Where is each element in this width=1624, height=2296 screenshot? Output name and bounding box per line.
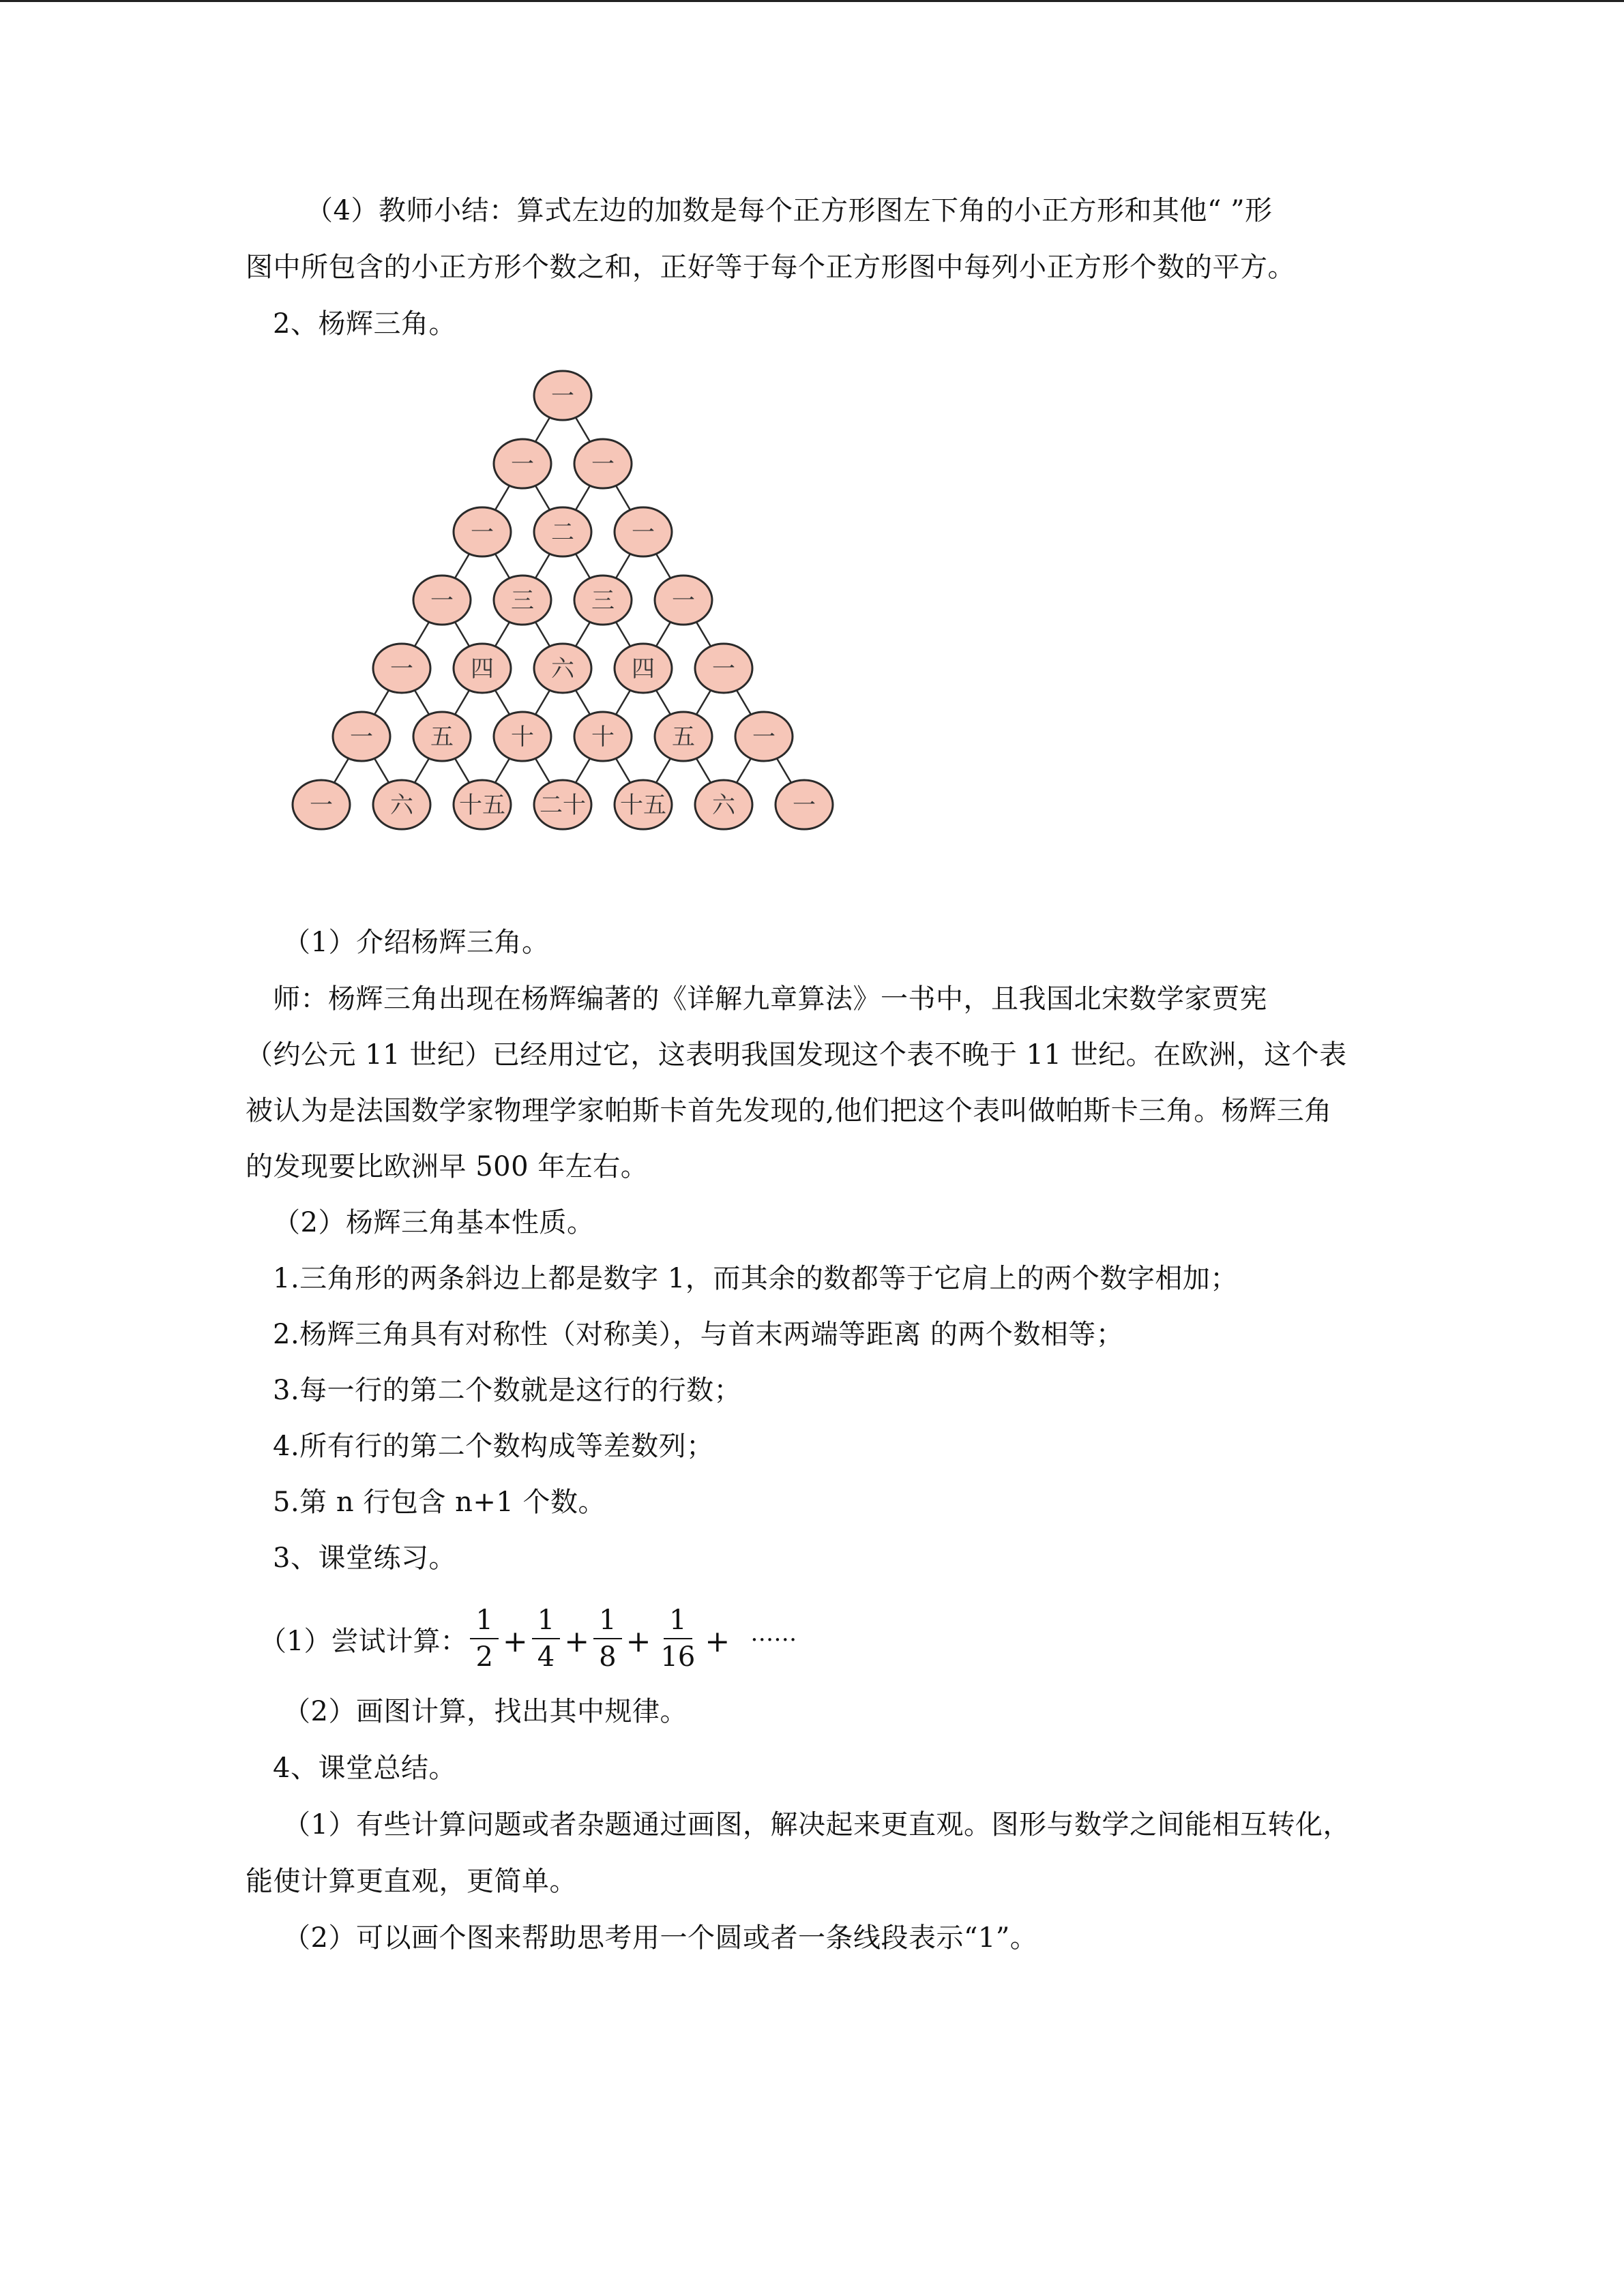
plus-sign: + — [705, 1624, 730, 1659]
triangle-node-label: 十五 — [459, 792, 505, 819]
triangle-node-label: 一 — [350, 724, 373, 751]
property-1: 1.三角形的两条斜边上都是数字 1，而其余的数都等于它肩上的两个数字相加； — [273, 1263, 1238, 1294]
triangle-node-label: 五 — [672, 724, 695, 751]
triangle-node-label: 四 — [471, 655, 494, 683]
triangle-node — [615, 644, 672, 693]
property-3: 3.每一行的第二个数就是这行的行数； — [273, 1375, 742, 1406]
triangle-node-label: 一 — [591, 451, 615, 478]
property-2: 2.杨辉三角具有对称性（对称美），与首末两端等距离 的两个数相等； — [273, 1319, 1124, 1350]
triangle-node-label: 一 — [793, 792, 816, 819]
triangle-node — [534, 371, 591, 420]
triangle-node-label: 一 — [310, 792, 333, 819]
triangle-node-label: 四 — [632, 655, 655, 683]
fraction-denominator: 8 — [599, 1641, 617, 1673]
triangle-node-label: 十五 — [620, 792, 666, 819]
triangle-node — [534, 507, 591, 556]
fraction-eighth — [593, 1602, 621, 1675]
exercise-label: （1）尝试计算： — [259, 1625, 468, 1657]
triangle-node-label: 一 — [672, 587, 695, 614]
teacher-intro-line-2: （约公元 11 世纪）已经用过它，这表明我国发现这个表不晚于 11 世纪。在欧洲，这个表 — [246, 1039, 1347, 1071]
triangle-node — [293, 780, 350, 829]
teacher-intro-line-3: 被认为是法国数学家物理学家帕斯卡首先发现的,他们把这个表叫做帕斯卡三角。杨辉三角 — [246, 1095, 1332, 1127]
fraction-numerator: 1 — [532, 1602, 560, 1639]
property-5: 5.第 n 行包含 n+1 个数。 — [273, 1487, 606, 1518]
triangle-node — [735, 712, 793, 761]
triangle-node — [413, 576, 471, 625]
summary-line-2: 能使计算更直观，更简单。 — [246, 1866, 577, 1897]
triangle-node-label: 三 — [591, 587, 615, 614]
triangle-node — [574, 439, 632, 488]
triangle-node-label: 六 — [712, 792, 735, 819]
properties-heading: （2）杨辉三角基本性质。 — [273, 1207, 595, 1238]
triangle-node-label: 六 — [551, 655, 574, 683]
ellipsis: …… — [750, 1620, 797, 1647]
summary-line-1: （1）有些计算问题或者杂题通过画图，解决起来更直观。图形与数学之间能相互转化， — [283, 1809, 1350, 1840]
plus-sign: + — [564, 1624, 590, 1659]
triangle-node — [454, 507, 511, 556]
triangle-node — [494, 576, 551, 625]
triangle-node — [413, 712, 471, 761]
fraction-numerator: 1 — [470, 1602, 498, 1639]
triangle-node-label: 十 — [591, 724, 615, 751]
triangle-node-label: 一 — [712, 655, 735, 683]
triangle-node-label: 一 — [752, 724, 776, 751]
intro-heading: （1）介绍杨辉三角。 — [283, 927, 550, 958]
triangle-node-label: 一 — [430, 587, 454, 614]
fraction-denominator: 16 — [660, 1641, 696, 1673]
triangle-node — [615, 507, 672, 556]
practice-heading: 3、课堂练习。 — [273, 1542, 456, 1574]
triangle-node-label: 一 — [632, 519, 655, 546]
triangle-node-label: 三 — [511, 587, 534, 614]
triangle-node — [333, 712, 390, 761]
triangle-node-label: 六 — [390, 792, 413, 819]
yanghui-triangle-svg — [276, 368, 870, 859]
drawing-exercise: （2）画图计算，找出其中规律。 — [283, 1696, 688, 1727]
triangle-node-label: 一 — [551, 383, 574, 410]
triangle-node — [574, 712, 632, 761]
triangle-node — [655, 712, 712, 761]
triangle-node-label: 二 — [551, 519, 574, 546]
exercise-formula — [259, 1594, 797, 1683]
triangle-node-label: 一 — [471, 519, 494, 546]
fraction-denominator: 4 — [537, 1641, 555, 1673]
triangle-node — [574, 576, 632, 625]
yanghui-triangle-figure — [276, 368, 870, 859]
triangle-node — [534, 644, 591, 693]
teacher-summary-line-1: （4）教师小结：算式左边的加数是每个正方形图左下角的小正方形和其他“ ”形 — [306, 195, 1273, 226]
fraction-sixteenth — [655, 1602, 700, 1675]
plus-sign: + — [502, 1624, 528, 1659]
teacher-intro-line-4: 的发现要比欧洲早 500 年左右。 — [246, 1151, 649, 1182]
triangle-node — [534, 780, 591, 829]
triangle-node — [695, 644, 752, 693]
teacher-intro-line-1: 师：杨辉三角出现在杨辉编著的《详解九章算法》一书中，且我国北宋数学家贾宪 — [273, 983, 1267, 1015]
triangle-node — [454, 644, 511, 693]
section-heading-yanghui: 2、杨辉三角。 — [273, 308, 456, 340]
triangle-node — [494, 712, 551, 761]
triangle-node — [454, 780, 511, 829]
fraction-half — [470, 1602, 498, 1675]
triangle-node-label: 五 — [430, 724, 454, 751]
fraction-numerator: 1 — [593, 1602, 621, 1639]
triangle-node — [655, 576, 712, 625]
property-4: 4.所有行的第二个数构成等差数列； — [273, 1431, 714, 1462]
plus-sign: + — [625, 1624, 651, 1659]
fraction-numerator: 1 — [664, 1602, 692, 1639]
triangle-node-label: 一 — [390, 655, 413, 683]
teacher-summary-line-2: 图中所包含的小正方形个数之和，正好等于每个正方形图中每列小正方形个数的平方。 — [246, 252, 1295, 283]
triangle-node — [373, 780, 430, 829]
triangle-node — [695, 780, 752, 829]
fraction-denominator: 2 — [475, 1641, 493, 1673]
triangle-node — [615, 780, 672, 829]
summary-line-3: （2）可以画个图来帮助思考用一个圆或者一条线段表示“1”。 — [283, 1922, 1038, 1954]
fraction-quarter — [532, 1602, 560, 1675]
triangle-node-label: 二十 — [540, 792, 586, 819]
triangle-node-label: 一 — [511, 451, 534, 478]
summary-heading: 4、课堂总结。 — [273, 1753, 456, 1784]
page-top-border — [0, 0, 1624, 2]
triangle-node — [373, 644, 430, 693]
triangle-node — [776, 780, 833, 829]
triangle-node — [494, 439, 551, 488]
triangle-node-label: 十 — [511, 724, 534, 751]
